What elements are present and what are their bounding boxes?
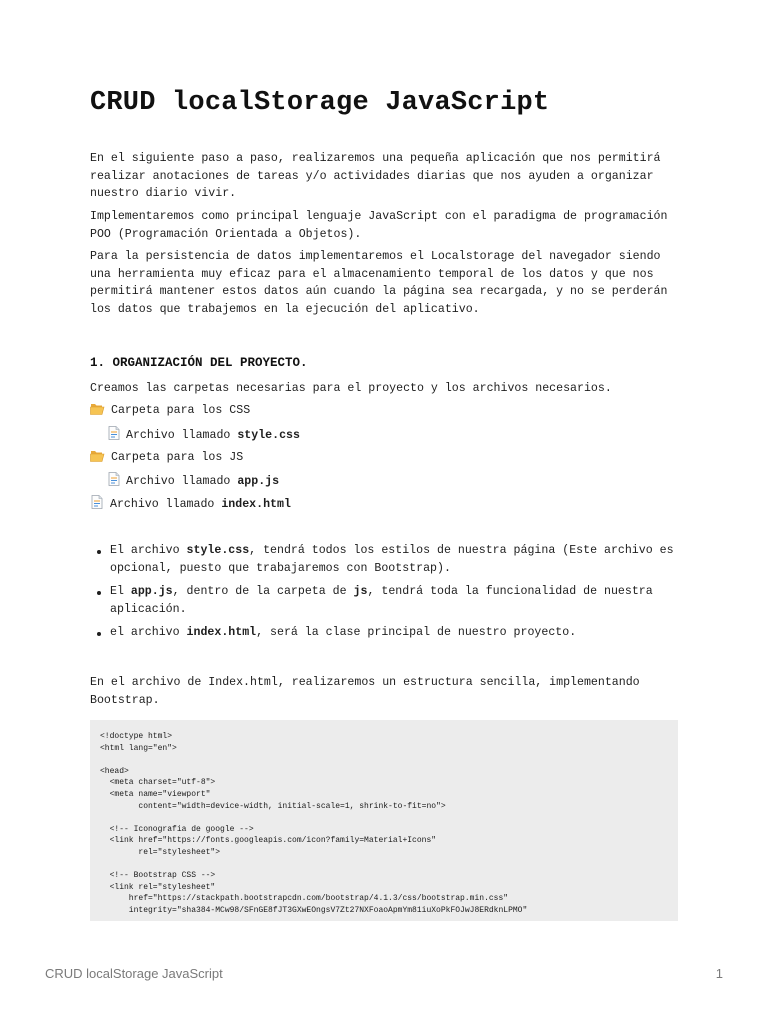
- code-line: <link rel="stylesheet": [100, 882, 216, 892]
- code-line: <!-- Iconografia de google -->: [100, 824, 254, 834]
- tree-item-text: Archivo llamado: [126, 475, 238, 488]
- tree-item-text: Archivo llamado: [110, 498, 222, 511]
- code-line: [100, 812, 668, 824]
- code-line: content="width=device-width, initial-scale=1, shrink-to-fit=no">: [100, 801, 446, 811]
- list-item-filename: app.js: [130, 585, 173, 598]
- open-folder-icon: [90, 449, 105, 468]
- code-line: <!doctype html>: [100, 732, 173, 741]
- bullet-dot: [97, 591, 101, 595]
- tree-item-style-file: [108, 426, 300, 446]
- list-item: [90, 583, 680, 618]
- intro-paragraph-1: En el siguiente paso a paso, realizaremos una pequeña aplicación que nos permitirá realizar anotaciones de tareas y/o actividades diarias que nos ayuden a organizar nuestro diario vivir.: [90, 152, 661, 200]
- tree-item-js-folder: [90, 449, 243, 468]
- list-item-filename: style.css: [186, 544, 250, 557]
- footer-title: CRUD localStorage JavaScript: [45, 966, 223, 981]
- bullet-dot: [97, 550, 101, 554]
- list-item-text: , dentro de la carpeta de: [172, 585, 354, 598]
- section-lead: Creamos las carpetas necesarias para el proyecto y los archivos necesarios.: [90, 382, 612, 395]
- page-icon: [108, 426, 120, 446]
- bullet-dot: [97, 632, 101, 636]
- intro-paragraph-2: Implementaremos como principal lenguaje JavaScript con el paradigma de programación POO (Programación Orientada a Objetos).: [90, 210, 668, 241]
- tree-item-text: Archivo llamado: [126, 429, 238, 442]
- tree-item-text: Carpeta para los JS: [111, 451, 244, 464]
- section-heading: 1. ORGANIZACIÓN DEL PROYECTO.: [90, 356, 308, 370]
- tree-item-filename: style.css: [237, 429, 300, 442]
- code-line: <meta name="viewport": [100, 789, 211, 799]
- list-item-text: El archivo: [110, 544, 187, 557]
- tree-item-text: Carpeta para los CSS: [111, 404, 251, 417]
- page-icon: [108, 472, 120, 492]
- file-description-list: [90, 542, 680, 648]
- list-item: [90, 542, 680, 577]
- code-line: rel="stylesheet">: [100, 847, 221, 857]
- tree-item-app-file: [108, 472, 279, 492]
- list-item-text: El: [110, 585, 131, 598]
- list-item-text: el archivo: [110, 626, 187, 639]
- document-title: CRUD localStorage JavaScript: [90, 88, 550, 118]
- index-intro-paragraph: En el archivo de Index.html, realizaremos un estructura sencilla, implementando Bootstrap.: [90, 676, 640, 707]
- list-item-filename: index.html: [186, 626, 257, 639]
- list-item-text: , tendrá todos los estilos de nuestra página (Este archivo es opcional, puesto que trabajaremos con Bootstrap).: [110, 544, 674, 575]
- list-item-text: , será la clase principal de nuestro proyecto.: [256, 626, 577, 639]
- code-line: <html lang="en">: [100, 743, 177, 753]
- code-line: href="https://stackpath.bootstrapcdn.com/bootstrap/4.1.3/css/bootstrap.min.css": [100, 894, 509, 904]
- page-icon: [90, 495, 104, 515]
- code-line: <!-- Bootstrap CSS -->: [100, 871, 216, 881]
- code-line: [100, 859, 668, 871]
- open-folder-icon: [90, 402, 105, 421]
- code-line: <head>: [100, 766, 129, 776]
- code-line: <link href="https://fonts.googleapis.com/icon?family=Material+Icons": [100, 836, 437, 846]
- code-line: <meta charset="utf-8">: [100, 778, 216, 788]
- tree-item-index-file: [90, 495, 291, 515]
- footer-page-number: 1: [715, 966, 723, 981]
- tree-item-filename: index.html: [221, 498, 291, 511]
- tree-item-filename: app.js: [237, 475, 280, 488]
- code-line: integrity="sha384-MCw98/SFnGE8fJT3GXwEOngsV7Zt27NXFoaoApmYm81iuXoPkFOJwJ8ERdknLPMO": [100, 905, 528, 915]
- code-line: [100, 754, 668, 766]
- list-item: [90, 624, 680, 642]
- code-block: [90, 720, 678, 921]
- list-item-foldername: js: [353, 585, 368, 598]
- list-item-text: , tendrá toda la funcionalidad de nuestra aplicación.: [110, 585, 653, 616]
- intro-paragraph-3: Para la persistencia de datos implementaremos el Localstorage del navegador siendo una herramienta muy eficaz para el almacenamiento temporal de los datos y que nos permitirá mantener estos datos aún cuando la página sea recargada, y no se perderán los datos que trabajemos en la ejecución del aplicativo.: [90, 250, 668, 316]
- tree-item-css-folder: [90, 402, 250, 421]
